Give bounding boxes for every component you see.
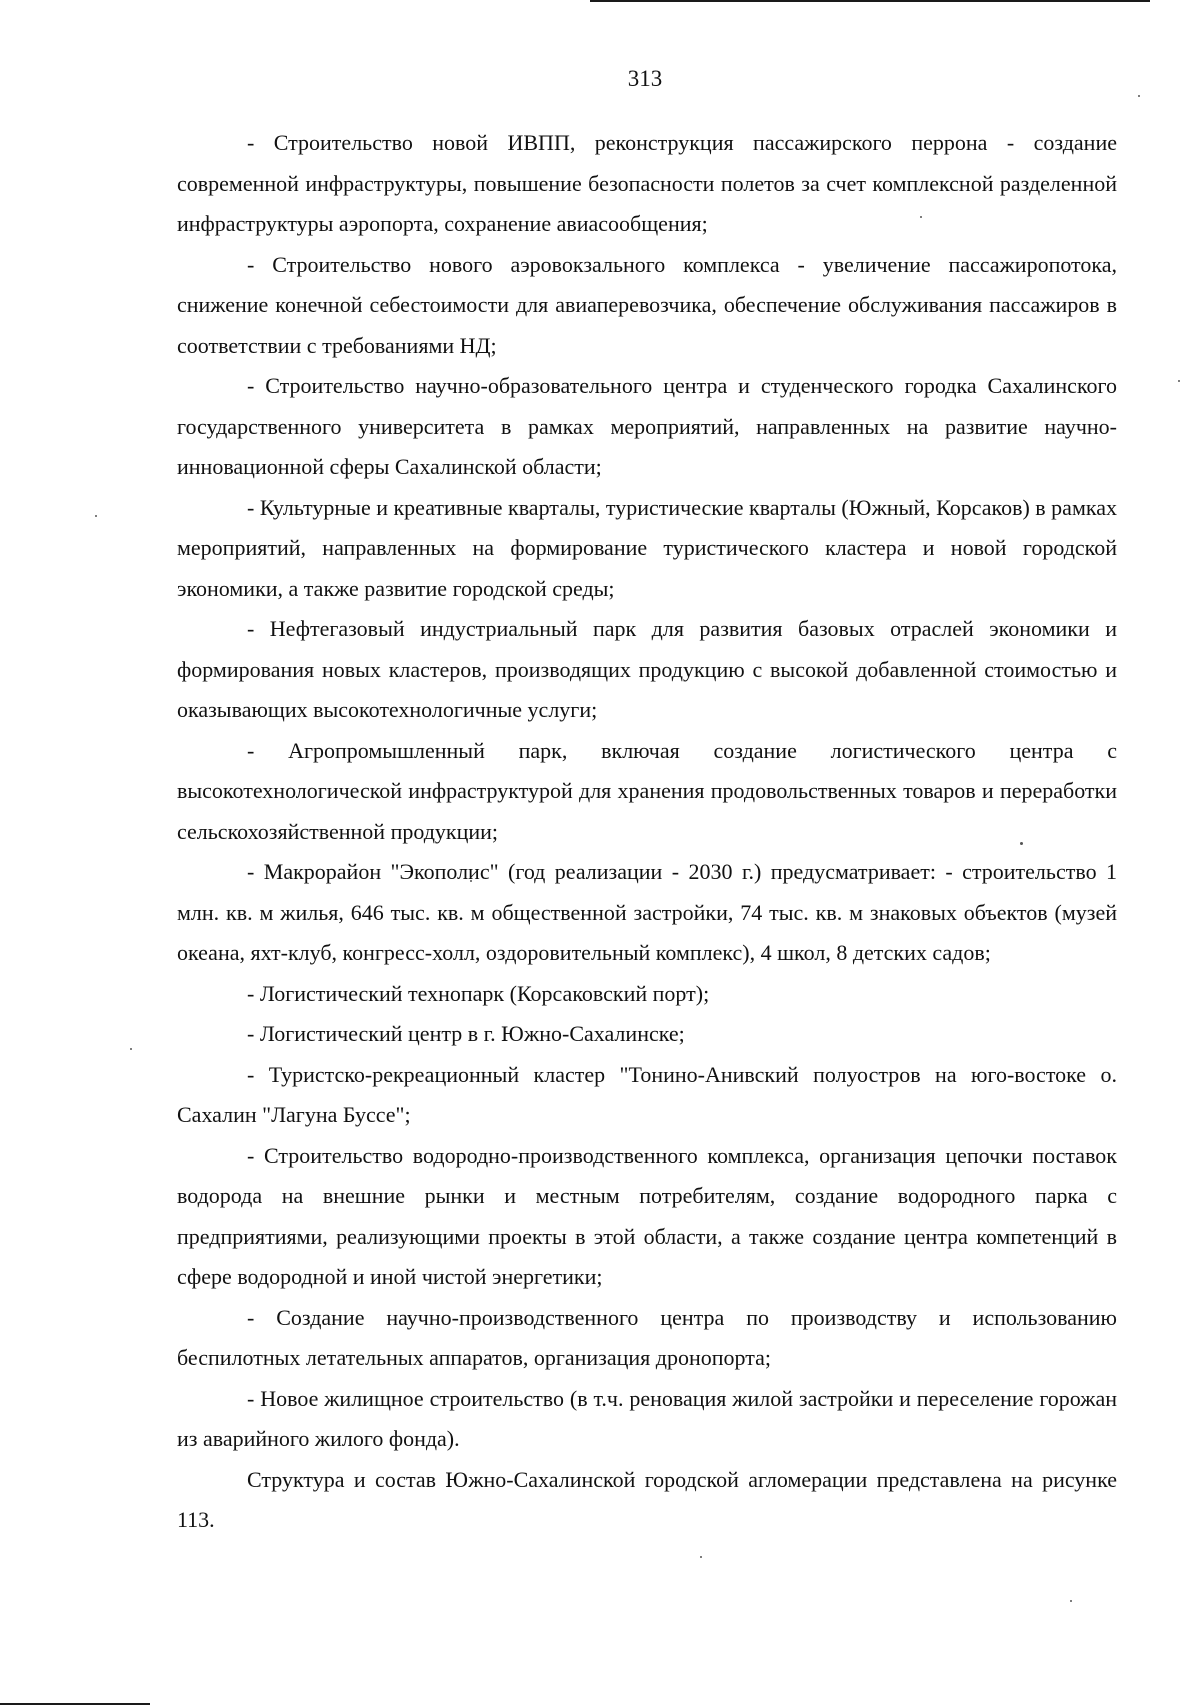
paragraph-agglomeration-structure: Структура и состав Южно-Сахалинской городской агломерации представлена на рисунке 113. [177,1466,1117,1532]
paragraph-creative-quarters: - Культурные и креативные кварталы, туристические кварталы (Южный, Корсаков) в рамках мероприятий, направленных на формирование туристического кластера и новой городской экономики, а также развитие городской среды; [177,494,1117,601]
paragraph-logistics-technopark: - Логистический технопарк (Корсаковский порт); [247,980,710,1006]
document-body [177,123,1117,1541]
paragraph-air-terminal: - Строительство нового аэровокзального комплекса - увеличение пассажиропотока, снижение конечной себестоимости для авиаперевозчика, обеспечение обслуживания пассажиров в соответствии с требованиями НД; [177,251,1117,358]
paragraph-university-campus: - Строительство научно-образовательного центра и студенческого городка Сахалинского государственного университета в рамках мероприятий, направленных на развитие научно-инновационной сферы Сахалинской области; [177,373,1117,479]
paragraph-runway: - Строительство новой ИВПП, реконструкция пассажирского перрона - создание современной инфраструктуры, повышение безопасности полетов за счет комплексной разделенной инфраструктуры аэропорта, сохранение авиасообщения; [177,130,1117,236]
paragraph-hydrogen-complex: - Строительство водородно-производственного комплекса, организация цепочки поставок водорода на внешние рынки и местным потребителям, создание водородного парка с предприятиями, реализующими проекты в этой области, а также создание центра компетенций в сфере водородной и иной чистой энергетики; [177,1142,1117,1289]
scan-top-border-line [590,0,1150,2]
paragraph-ecopolis: - Макрорайон "Экополис" (год реализации - 2030 г.) предусматривает: - строительство 1 млн. кв. м жилья, 646 тыс. кв. м общественной застройки, 74 тыс. кв. м знаковых объектов (музей океана, яхт-клуб, конгресс-холл, оздоровительный комплекс), 4 школ, 8 детских садов; [177,859,1117,965]
paragraph-logistics-center: - Логистический центр в г. Южно-Сахалинске; [247,1021,685,1046]
paragraph-drone-center: - Создание научно-производственного центра по производству и использованию беспилотных летательных аппаратов, организация дронопорта; [177,1304,1117,1370]
paragraph-tourism-cluster: - Туристско-рекреационный кластер "Тонино-Анивский полуостров на юго-востоке о. Сахалин "Лагуна Буссе"; [177,1061,1117,1127]
paragraph-agro-park: - Агропромышленный парк, включая создание логистического центра с высокотехнологической инфраструктурой для хранения продовольственных товаров и переработки сельскохозяйственной продукции; [177,737,1117,844]
paragraph-housing: - Новое жилищное строительство (в т.ч. реновация жилой застройки и переселение горожан из аварийного жилого фонда). [177,1385,1117,1451]
page-number: 313 [627,66,663,91]
scan-bottom-border-line [0,1703,150,1705]
paragraph-oil-gas-park: - Нефтегазовый индустриальный парк для развития базовых отраслей экономики и формирования новых кластеров, производящих продукцию с высокой добавленной стоимостью и оказывающих высокотехнологичные услуги; [177,616,1117,722]
